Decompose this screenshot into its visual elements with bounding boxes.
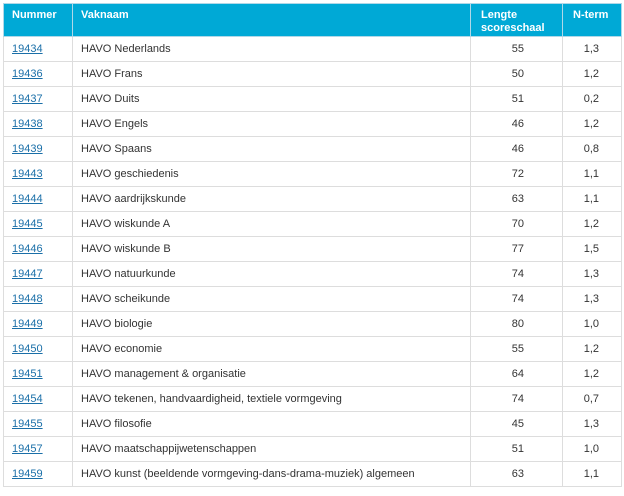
table-row [4,437,622,462]
cell-vaknaam: HAVO maatschappijwetenschappen [73,437,471,462]
cell-vaknaam: HAVO Frans [73,62,471,87]
cell-lengte-scoreschaal: 70 [471,212,563,237]
table-row [4,212,622,237]
cell-nummer [4,212,73,237]
cell-lengte-scoreschaal: 46 [471,137,563,162]
cell-vaknaam: HAVO natuurkunde [73,262,471,287]
cell-vaknaam: HAVO management & organisatie [73,362,471,387]
cell-nterm: 1,1 [563,162,622,187]
cell-lengte-scoreschaal: 64 [471,362,563,387]
header-lengte-line1: Lengte [481,9,518,21]
cell-nummer [4,387,73,412]
cell-nterm: 1,2 [563,112,622,137]
nummer-link[interactable]: 19455 [12,418,43,430]
cell-nterm: 1,3 [563,287,622,312]
cell-nterm: 1,2 [563,62,622,87]
nummer-link[interactable]: 19439 [12,143,43,155]
cell-nummer [4,87,73,112]
cell-nummer [4,162,73,187]
cell-nummer [4,137,73,162]
table-row [4,312,622,337]
cell-lengte-scoreschaal: 63 [471,187,563,212]
cell-nummer [4,237,73,262]
cell-vaknaam: HAVO wiskunde B [73,237,471,262]
cell-nummer [4,462,73,487]
cell-nummer [4,437,73,462]
cell-nterm: 1,2 [563,337,622,362]
cell-lengte-scoreschaal: 74 [471,262,563,287]
cell-lengte-scoreschaal: 77 [471,237,563,262]
cell-vaknaam: HAVO wiskunde A [73,212,471,237]
cell-lengte-scoreschaal: 51 [471,87,563,112]
nummer-link[interactable]: 19434 [12,43,43,55]
cell-vaknaam: HAVO Nederlands [73,37,471,62]
cell-lengte-scoreschaal: 74 [471,287,563,312]
table-row [4,112,622,137]
table-header [4,4,622,37]
nummer-link[interactable]: 19446 [12,243,43,255]
nummer-link[interactable]: 19447 [12,268,43,280]
cell-nummer [4,362,73,387]
nummer-link[interactable]: 19449 [12,318,43,330]
table-row [4,187,622,212]
table-row [4,62,622,87]
header-vaknaam: Vaknaam [73,4,471,37]
table-row [4,387,622,412]
normering-table-container [3,3,621,487]
cell-vaknaam: HAVO biologie [73,312,471,337]
table-row [4,262,622,287]
cell-lengte-scoreschaal: 55 [471,337,563,362]
nummer-link[interactable]: 19443 [12,168,43,180]
cell-lengte-scoreschaal: 63 [471,462,563,487]
table-row [4,462,622,487]
cell-nterm: 1,1 [563,462,622,487]
nummer-link[interactable]: 19459 [12,468,43,480]
header-nterm: N-term [563,4,622,37]
cell-vaknaam: HAVO tekenen, handvaardigheid, textiele vormgeving [73,387,471,412]
cell-vaknaam: HAVO scheikunde [73,287,471,312]
cell-nterm: 0,8 [563,137,622,162]
nummer-link[interactable]: 19448 [12,293,43,305]
cell-nummer [4,312,73,337]
cell-nterm: 1,0 [563,312,622,337]
cell-vaknaam: HAVO Duits [73,87,471,112]
table-row [4,162,622,187]
cell-vaknaam: HAVO geschiedenis [73,162,471,187]
cell-nterm: 0,2 [563,87,622,112]
table-body [4,37,622,487]
cell-nterm: 1,1 [563,187,622,212]
normering-table [3,3,622,487]
cell-nummer [4,412,73,437]
nummer-link[interactable]: 19454 [12,393,43,405]
cell-nummer [4,187,73,212]
cell-nterm: 1,3 [563,262,622,287]
nummer-link[interactable]: 19436 [12,68,43,80]
table-row [4,337,622,362]
table-row [4,362,622,387]
cell-nummer [4,262,73,287]
cell-lengte-scoreschaal: 72 [471,162,563,187]
nummer-link[interactable]: 19450 [12,343,43,355]
header-lengte-line2: scoreschaal [481,22,545,34]
cell-lengte-scoreschaal: 45 [471,412,563,437]
cell-vaknaam: HAVO kunst (beeldende vormgeving-dans-drama-muziek) algemeen [73,462,471,487]
cell-vaknaam: HAVO Engels [73,112,471,137]
cell-vaknaam: HAVO aardrijkskunde [73,187,471,212]
cell-nterm: 1,3 [563,37,622,62]
table-row [4,412,622,437]
cell-vaknaam: HAVO Spaans [73,137,471,162]
cell-nterm: 0,7 [563,387,622,412]
cell-nummer [4,287,73,312]
cell-vaknaam: HAVO economie [73,337,471,362]
table-row [4,237,622,262]
table-row [4,137,622,162]
cell-lengte-scoreschaal: 55 [471,37,563,62]
header-nummer: Nummer [4,4,73,37]
cell-nummer [4,337,73,362]
table-row [4,87,622,112]
cell-nterm: 1,0 [563,437,622,462]
header-lengte-scoreschaal [471,4,563,37]
nummer-link[interactable]: 19457 [12,443,43,455]
header-row [4,4,622,37]
cell-nummer [4,37,73,62]
cell-lengte-scoreschaal: 74 [471,387,563,412]
cell-nterm: 1,5 [563,237,622,262]
cell-nterm: 1,2 [563,362,622,387]
cell-lengte-scoreschaal: 51 [471,437,563,462]
nummer-link[interactable]: 19445 [12,218,43,230]
cell-nterm: 1,2 [563,212,622,237]
table-row [4,287,622,312]
nummer-link[interactable]: 19437 [12,93,43,105]
nummer-link[interactable]: 19451 [12,368,43,380]
cell-lengte-scoreschaal: 50 [471,62,563,87]
nummer-link[interactable]: 19444 [12,193,43,205]
cell-nummer [4,112,73,137]
table-row [4,37,622,62]
cell-vaknaam: HAVO filosofie [73,412,471,437]
nummer-link[interactable]: 19438 [12,118,43,130]
cell-nterm: 1,3 [563,412,622,437]
cell-nummer [4,62,73,87]
cell-lengte-scoreschaal: 46 [471,112,563,137]
cell-lengte-scoreschaal: 80 [471,312,563,337]
